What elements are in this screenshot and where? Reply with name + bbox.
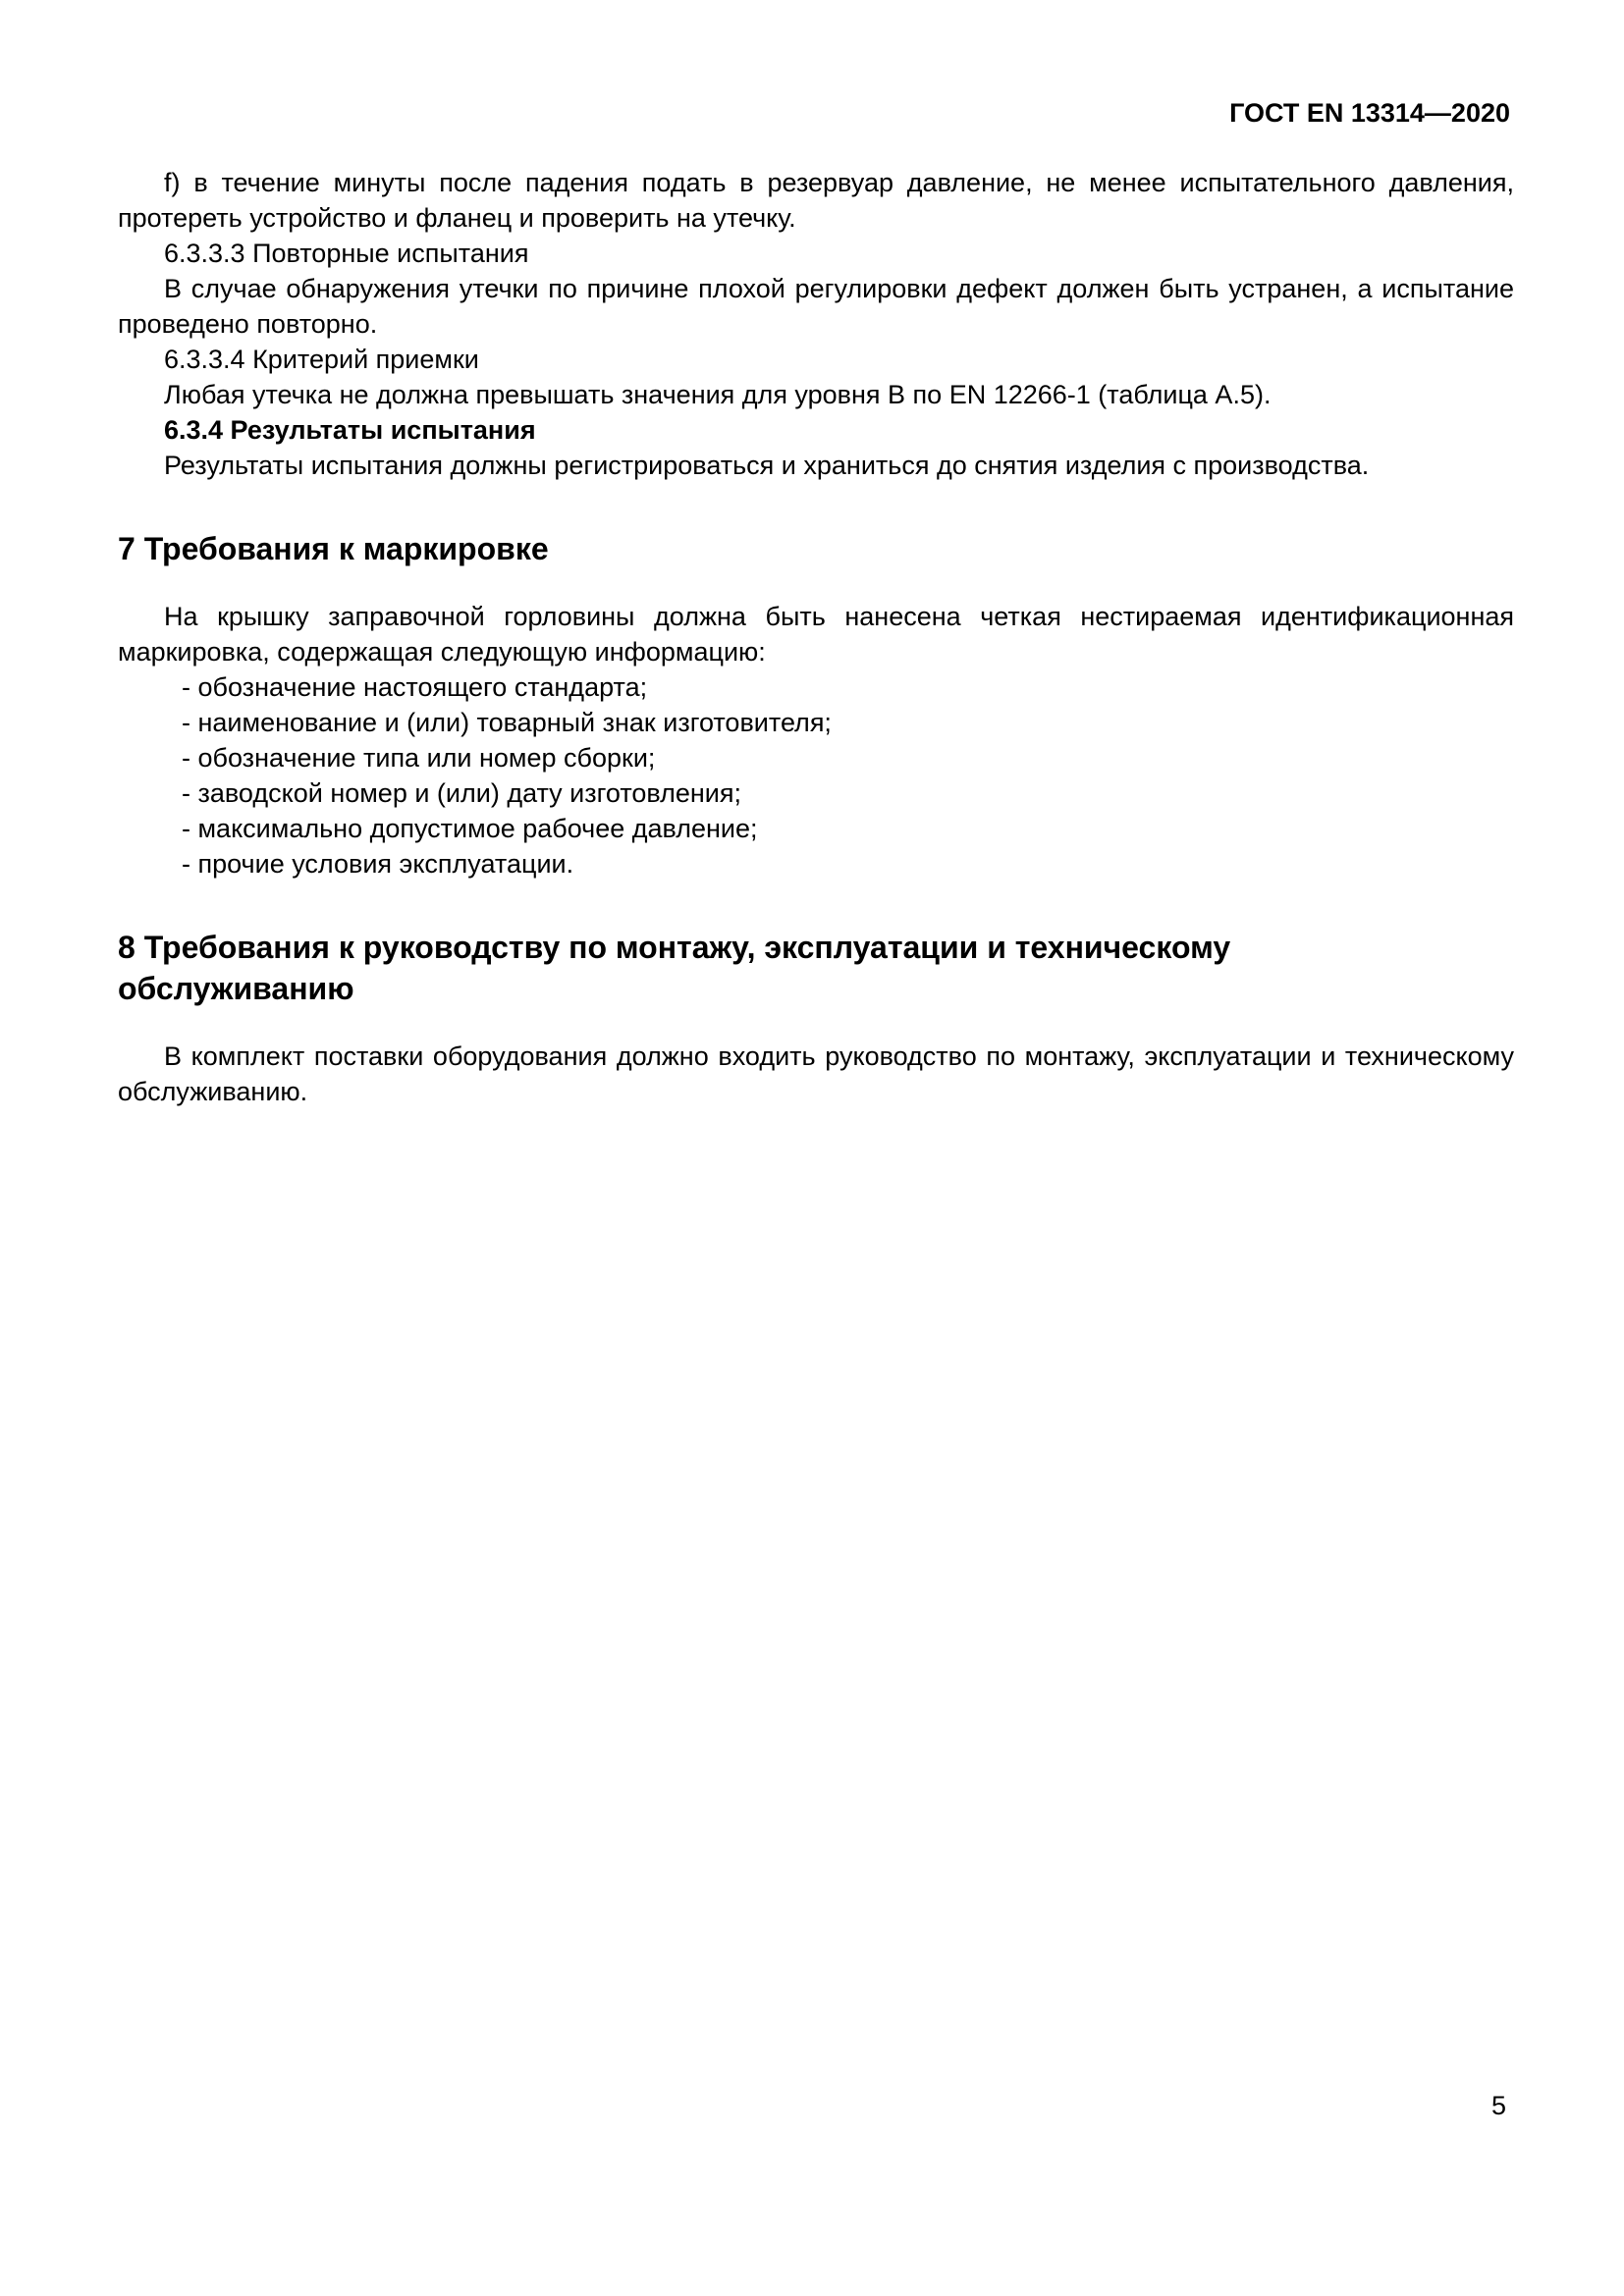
clause-634-text: Результаты испытания должны регистрироваться и храниться до снятия изделия с производства. xyxy=(164,451,1370,480)
section-7-heading: 7 Требования к маркировке xyxy=(118,531,549,566)
clause-634-title: 6.3.4 Результаты испытания xyxy=(164,415,536,445)
clause-6334-text: Любая утечка не должна превышать значения для уровня B по EN 12266-1 (таблица А.5). xyxy=(164,380,1272,409)
list-item: - заводской номер и (или) дату изготовления; xyxy=(182,778,742,808)
doc-code: ГОСТ EN 13314—2020 xyxy=(1229,98,1510,128)
clause-6333-title: 6.3.3.3 Повторные испытания xyxy=(164,239,529,268)
clause-6333-text: В случае обнаружения утечки по причине плохой регулировки дефект должен быть устранен, а испытание проведено повторно. xyxy=(118,274,1514,339)
section-7-intro: На крышку заправочной горловины должна быть нанесена четкая нестираемая идентификационная маркировка, содержащая следующую информацию: xyxy=(118,602,1514,667)
marking-requirements-list xyxy=(118,669,1514,881)
page-content xyxy=(118,96,1514,1109)
page-number: 5 xyxy=(1490,2091,1506,2120)
clause-6334-title: 6.3.3.4 Критерий приемки xyxy=(164,345,479,374)
section-8-text: В комплект поставки оборудования должно входить руководство по монтажу, эксплуатации и техническому обслуживанию. xyxy=(118,1041,1514,1106)
list-item: - обозначение настоящего стандарта; xyxy=(182,672,648,702)
list-item: - максимально допустимое рабочее давление; xyxy=(182,814,758,843)
list-item: - наименование и (или) товарный знак изготовителя; xyxy=(182,708,832,737)
list-item: - прочие условия эксплуатации. xyxy=(182,849,574,879)
doc-header xyxy=(118,96,1514,130)
list-item: - обозначение типа или номер сборки; xyxy=(182,743,656,773)
section-8-heading: 8 Требования к руководству по монтажу, эксплуатации и техническому обслуживанию xyxy=(118,930,1231,1006)
paragraph-item-f: f) в течение минуты после падения подать в резервуар давление, не менее испытательного давления, протереть устройство и фланец и проверить на утечку. xyxy=(118,168,1514,233)
